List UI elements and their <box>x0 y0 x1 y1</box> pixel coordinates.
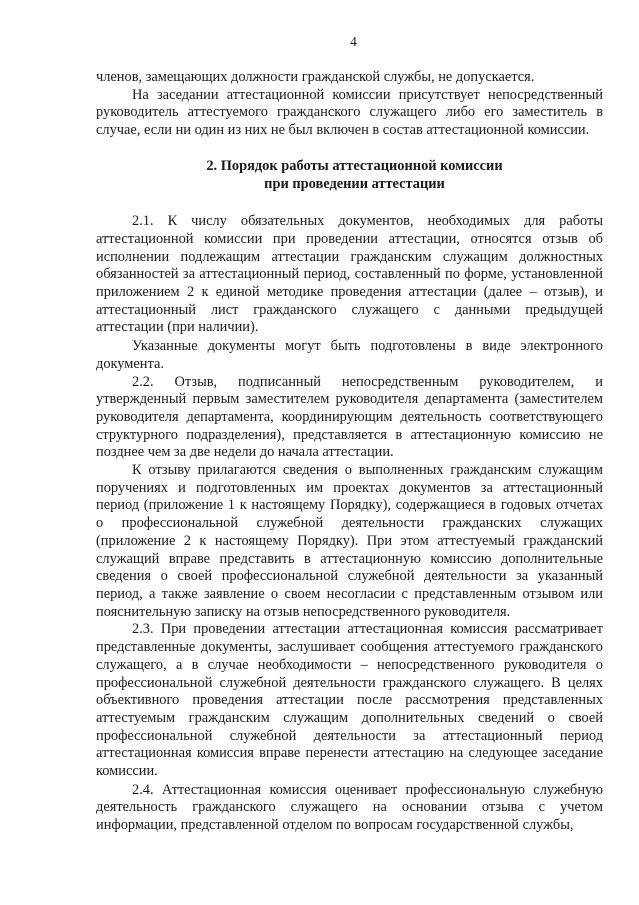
section-heading-line-1: 2. Порядок работы аттестационной комиссии <box>206 157 503 174</box>
paragraph-2-4: 2.4. Аттестационная комиссия оценивает профессиональную служебную деятельность гражданского служащего на основании отзыва с учетом информации, представленной отделом по вопросам государственной службы, <box>96 781 603 834</box>
paragraph-commission-attendance: На заседании аттестационной комиссии присутствует непосредственный руководитель аттестуемого гражданского служащего либо его заместитель в случае, если ни один из них не был включен в состав аттестационной комиссии. <box>96 86 603 139</box>
paragraph-continued: членов, замещающих должности гражданской службы, не допускается. <box>96 69 535 85</box>
page-number: 4 <box>350 34 357 49</box>
paragraph-2-3: 2.3. При проведении аттестации аттестационная комиссия рассматривает представленные документы, заслушивает сообщения аттестуемого гражданского служащего, а в случае необходимости – непосредственного руководителя о профессиональной служебной деятельности гражданского служащего. В целях объективного проведения аттестации после рассмотрения представленных аттестуемым гражданским служащим дополнительных сведений о своей профессиональной служебной деятельности за аттестационный период аттестационная комиссия вправе перенести аттестацию на следующее заседание комиссии. <box>96 621 603 780</box>
section-heading <box>96 158 603 193</box>
paragraph-2-2: 2.2. Отзыв, подписанный непосредственным руководителем, и утвержденный первым заместителем руководителя департамента (заместителем руководителя департамента, координирующим деятельность соответствующего структурного подразделения), представляется в аттестационную комиссию не позднее чем за две недели до начала аттестации. <box>96 373 603 461</box>
paragraph-attachments: К отзыву прилагаются сведения о выполненных гражданским служащим поручениях и подготовленных им проектах документов за аттестационный период (приложение 1 к настоящему Порядку), содержащиеся в годовых отчетах о профессиональной служебной деятельности гражданских служащих (приложение 2 к настоящему Порядку). При этом аттестуемый гражданский служащий вправе представить в аттестационную комиссию дополнительные сведения о своей профессиональной служебной деятельности за указанный период, а также заявление о своем несогласии с представленным отзывом или пояснительную записку на отзыв непосредственного руководителя. <box>96 462 603 620</box>
paragraph-electronic-docs: Указанные документы могут быть подготовлены в виде электронного документа. <box>96 338 603 372</box>
section-heading-line-2: при проведении аттестации <box>264 175 445 192</box>
paragraph-2-1: 2.1. К числу обязательных документов, необходимых для работы аттестационной комиссии при проведении аттестации, относятся отзыв об исполнении подлежащим аттестации гражданским служащим должностных обязанностей за аттестационный период, составленный по форме, установленной приложением 2 к единой методике проведения аттестации (далее – отзыв), и аттестационный лист гражданского служащего с данными предыдущей аттестации (при наличии). <box>96 213 603 336</box>
